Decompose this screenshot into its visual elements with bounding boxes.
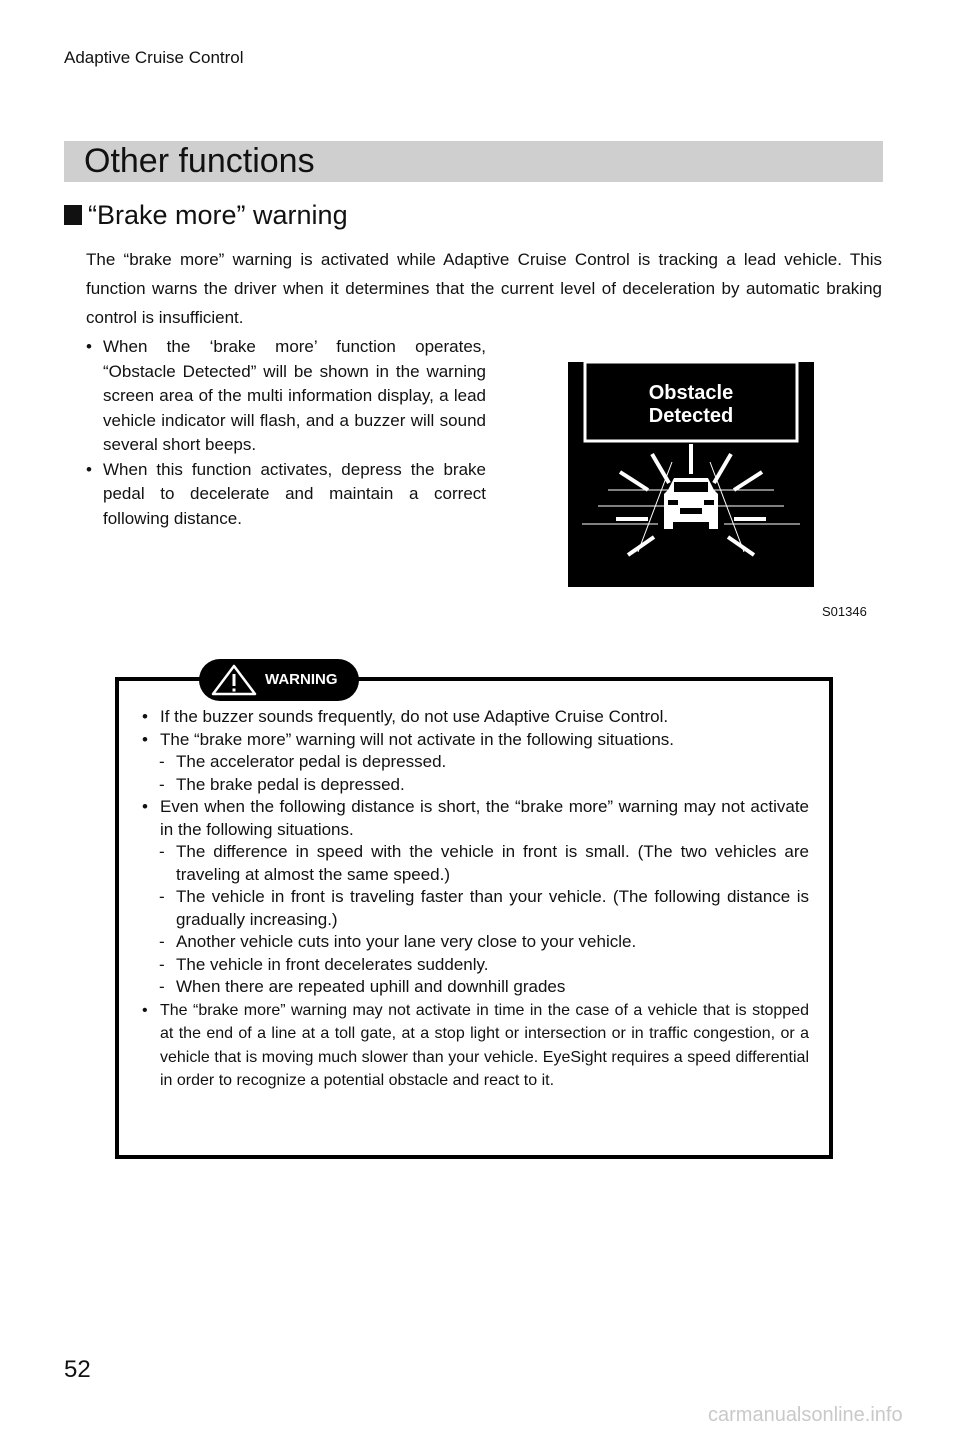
warning-content (141, 706, 809, 1093)
subsection-heading (64, 200, 348, 231)
section-title: Other functions (84, 142, 315, 180)
warning-sub-item: - When there are repeated uphill and downhill grades (141, 976, 809, 999)
section-title-bar (64, 141, 883, 182)
warning-bullet: • The “brake more” warning may not activate in time in the case of a vehicle that is stopped at the end of a line at a toll gate, at a stop light or intersection or in traffic congestion, or a vehicle that is moving much slower than your vehicle. EyeSight requires a speed differential in order to recognize a potential obstacle and react to it. (141, 999, 809, 1093)
warning-label-tab (199, 659, 359, 701)
intro-paragraph: The “brake more” warning is activated while Adaptive Cruise Control is tracking a lead vehicle. This function warns the driver when it determines that the current level of deceleration by automatic braking control is insufficient. (86, 250, 882, 327)
warning-sub-item: - The accelerator pedal is depressed. (141, 751, 809, 774)
bullet-item: • When the ‘brake more’ function operates, “Obstacle Detected” will be shown in the warning screen area of the multi information display, a lead vehicle indicator will flash, and a buzzer will sound several short beeps. (82, 335, 486, 458)
warning-sub-item: - Another vehicle cuts into your lane very close to your vehicle. (141, 931, 809, 954)
warning-triangle-icon (211, 664, 257, 696)
subsection-title: “Brake more” warning (88, 200, 348, 230)
display-line-1: Obstacle (648, 382, 734, 404)
figure-code: S01346 (822, 604, 867, 619)
display-illustration (568, 362, 814, 587)
warning-sub-item: - The vehicle in front decelerates suddenly. (141, 954, 809, 977)
bullet-item: • When this function activates, depress the brake pedal to decelerate and maintain a correct following distance. (82, 458, 486, 532)
warning-sub-item: - The vehicle in front is traveling faster than your vehicle. (The following distance is gradually increasing.) (141, 886, 809, 931)
page-number: 52 (64, 1356, 91, 1383)
watermark: carmanualsonline.info (708, 1404, 903, 1426)
square-bullet-icon (64, 205, 82, 225)
warning-bullet: • Even when the following distance is short, the “brake more” warning may not activate in the following situations. (141, 796, 809, 841)
function-bullets (82, 335, 486, 531)
car-icon (664, 478, 718, 529)
warning-bullet: • The “brake more” warning will not activate in the following situations. (141, 729, 809, 752)
warning-label: WARNING (265, 671, 338, 688)
warning-sub-item: - The difference in speed with the vehicle in front is small. (The two vehicles are traveling at almost the same speed.) (141, 841, 809, 886)
warning-sub-item: - The brake pedal is depressed. (141, 774, 809, 797)
obstacle-detected-figure (568, 362, 814, 587)
display-line-2: Detected (648, 405, 734, 427)
warning-bullet: • If the buzzer sounds frequently, do not use Adaptive Cruise Control. (141, 706, 809, 729)
running-header: Adaptive Cruise Control (64, 48, 244, 67)
